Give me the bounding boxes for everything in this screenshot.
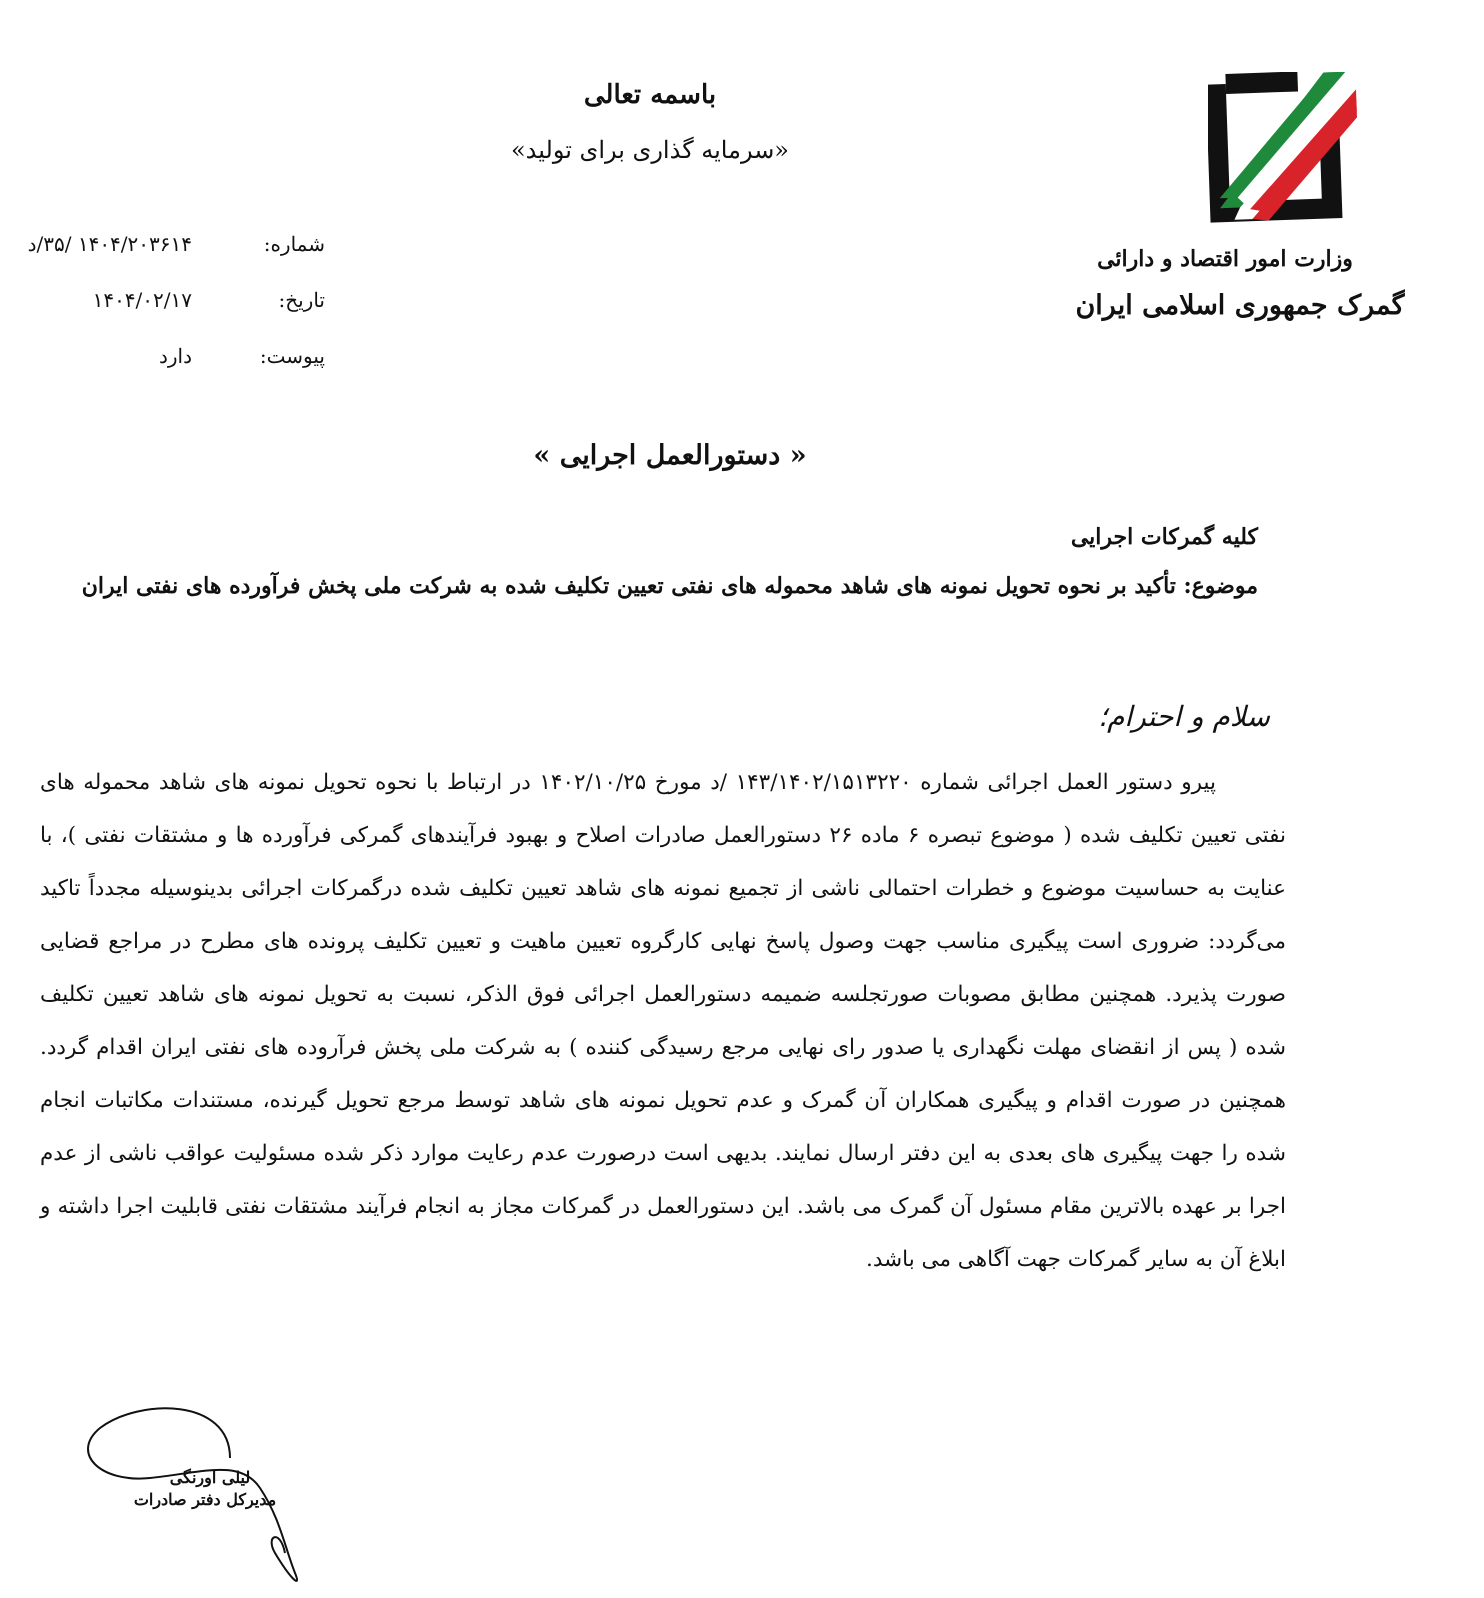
organization-name: گمرک جمهوری اسلامی ایران	[1075, 290, 1405, 321]
subject-line: موضوع: تأکید بر نحوه تحویل نمونه های شاهد محموله های نفتی تعیین تکلیف شده به شرکت ملی پخش فرآورده های نفتی ایران	[81, 573, 1258, 599]
basmala-heading: باسمه تعالی	[583, 80, 717, 110]
document-title: « دستورالعمل اجرایی »	[533, 440, 807, 471]
slogan: «سرمایه گذاری برای تولید»	[511, 136, 789, 164]
date-label: تاریخ:	[278, 288, 325, 312]
date-value: ۱۴۰۴/۰۲/۱۷	[92, 288, 192, 312]
ministry-name: وزارت امور اقتصاد و دارائی	[1097, 246, 1353, 272]
greeting: سلام و احترام؛	[1098, 700, 1270, 733]
number-label: شماره:	[263, 232, 325, 256]
signer-name: لیلی اورنگی	[169, 1468, 251, 1487]
body-paragraph: پیرو دستور العمل اجرائی شماره ۱۴۳/۱۴۰۲/۱۵۱۳۲۲۰ /د مورخ ۱۴۰۲/۱۰/۲۵ در ارتباط با نحوه تحویل نمونه های شاهد محموله های نفتی تعیین تکلیف شده ( موضوع تبصره ۶ ماده ۲۶ دستورالعمل صادرات اصلاح و بهبود فرآیندهای گمرکی فرآورده ها و مشتقات نفتی )، با عنایت به حساسیت موضوع و خطرات احتمالی ناشی از تجمیع نمونه های شاهد تعیین تکلیف شده درگمرکات اجرائی بدینوسیله مجدداً تاکید می‌گردد: ضروری است پیگیری مناسب جهت وصول پاسخ نهایی کارگروه تعیین ماهیت و تعیین تکلیف پرونده های مطرح در مراجع قضایی صورت پذیرد. همچنین مطابق مصوبات صورتجلسه ضمیمه دستورالعمل اجرائی فوق الذکر، نسبت به تحویل نمونه های شاهد تعیین تکلیف شده ( پس از انقضای مهلت نگهداری یا صدور رای نهایی مرجع رسیدگی کننده ) به شرکت ملی پخش فرآروده های نفتی ایران اقدام گردد. همچنین در صورت اقدام و پیگیری همکاران آن گمرک و عدم تحویل نمونه های شاهد توسط مرجع تحویل گیرنده، مستندات مکاتبات انجام شده را جهت پیگیری های بعدی به این دفتر ارسال نمایند. بدیهی است درصورت عدم رعایت موارد ذکر شده مسئولیت عواقب ناشی از عدم اجرا بر عهده بالاترین مقام مسئول آن گمرک می باشد. این دستورالعمل در گمرکات مجاز به انجام فرآیند مشتقات نفتی قابلیت اجرا داشته و ابلاغ آن به سایر گمرکات جهت آگاهی می باشد.	[40, 770, 1286, 1272]
attachment-value: دارد	[158, 344, 192, 368]
number-value: ۱۴۰۴/۲۰۳۶۱۴ /۳۵/د	[27, 232, 192, 256]
addressee: کلیه گمرکات اجرایی	[1070, 524, 1258, 550]
customs-logo-icon	[1208, 72, 1358, 224]
attachment-label: پیوست:	[259, 344, 325, 368]
signature-scribble	[80, 1378, 320, 1598]
signer-title: مدیرکل دفتر صادرات	[133, 1490, 277, 1509]
